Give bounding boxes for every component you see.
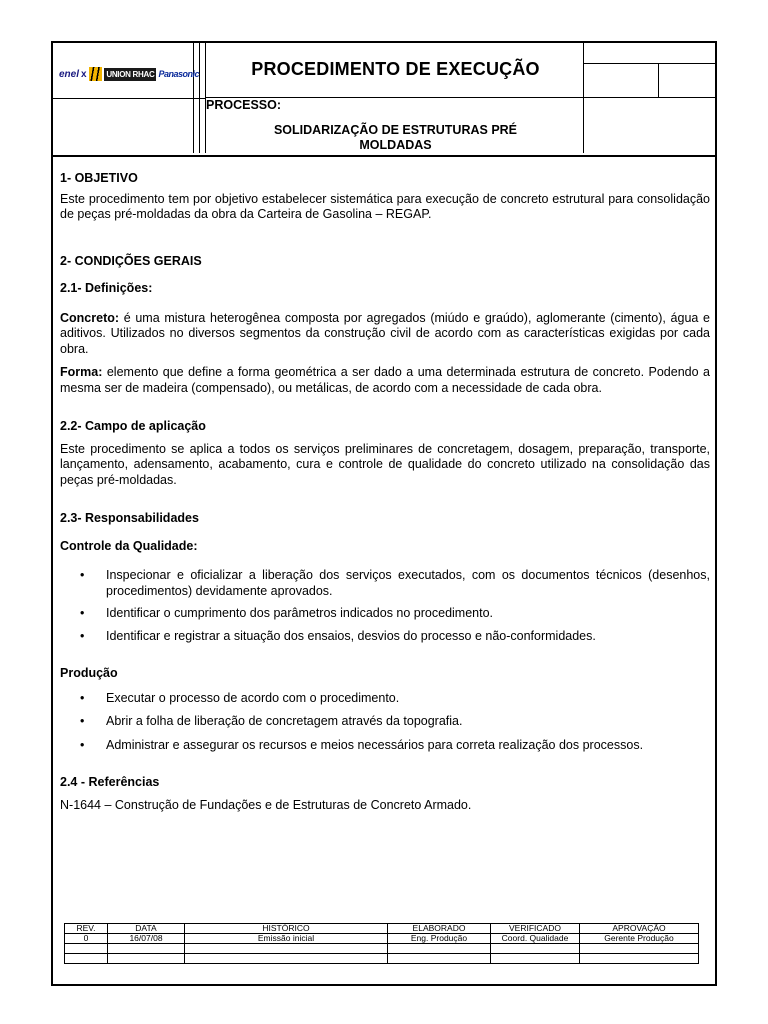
responsabilidades-title: 2.3- Responsabilidades xyxy=(60,511,199,525)
table-header-row: REV. DATA HISTÓRICO ELABORADO VERIFICADO APROVAÇÃO xyxy=(65,924,699,934)
union-rhac-mark-icon xyxy=(89,67,103,81)
list-item: • Identificar o cumprimento dos parâmetros indicados no procedimento. xyxy=(80,606,494,620)
section-condicoes-title: 2- CONDIÇÕES GERAIS xyxy=(60,253,202,268)
document-title: PROCEDIMENTO DE EXECUÇÃO xyxy=(251,59,540,79)
union-rhac-logo: UNION RHAC xyxy=(106,69,155,79)
definicoes-title: 2.1- Definições: xyxy=(60,281,153,295)
panasonic-logo: Panasonic xyxy=(158,69,199,79)
referencias-text: N-1644 – Construção de Fundações e de Estruturas de Concreto Armado. xyxy=(60,797,472,812)
table-row xyxy=(65,954,699,964)
table-row xyxy=(65,944,699,954)
campo-aplicacao-title: 2.2- Campo de aplicação xyxy=(60,419,206,433)
list-item: • Abrir a folha de liberação de concretagem através da topografia. xyxy=(80,714,463,728)
controle-qualidade-list xyxy=(60,568,710,644)
enel-logo: enel xyxy=(59,68,80,80)
list-item: • Administrar e assegurar os recursos e meios necessários para correta realização dos processos. xyxy=(80,737,644,752)
document-frame xyxy=(51,41,717,986)
company-logos xyxy=(59,65,199,83)
controle-qualidade-title: Controle da Qualidade: xyxy=(60,538,198,553)
logo-separator: x xyxy=(81,68,87,80)
process-name: SOLIDARIZAÇÃO DE ESTRUTURAS PRÉ MOLDADAS xyxy=(273,123,518,152)
section-objetivo-title: 1- OBJETIVO xyxy=(60,171,138,185)
list-item: • Identificar e registrar a situação dos ensaios, desvios do processo e não-conformidades. xyxy=(80,628,596,643)
list-item: • Executar o processo de acordo com o procedimento. xyxy=(80,690,400,705)
campo-aplicacao-text: Este procedimento se aplica a todos os serviços preliminares de concretagem, dosagem, preparação, transporte, lançamento, adensamento, acabamento, cura e controle de qualidade do concreto utilizado na consolidação das peças pré-moldadas. xyxy=(60,441,710,487)
list-item: • Inspecionar e oficializar a liberação dos serviços executados, com os documentos técnicos (desenhos, procedimentos) devidamente aprovados. xyxy=(80,568,710,598)
document-header xyxy=(53,43,715,157)
referencias-title: 2.4 - Referências xyxy=(60,775,160,789)
revision-table xyxy=(64,923,699,964)
forma-definition: Forma: elemento que define a forma geométrica a ser dado a uma determinada estrutura de concreto. Podendo a mesma ser de madeira (compensado), ou metálicas, de acordo com a necessidade de cada obra. xyxy=(60,365,710,395)
concreto-definition: Concreto: é uma mistura heterogênea composta por agregados (miúdo e graúdo), aglomerante (cimento), água e aditivos. Utilizados no diversos segmentos da construção civil de acordo com as características exigidas por cada obra. xyxy=(60,310,710,356)
document-body xyxy=(60,171,710,813)
table-row: 0 16/07/08 Emissão inicial Eng. Produção Coord. Qualidade Gerente Produção xyxy=(65,934,699,944)
objetivo-text: Este procedimento tem por objetivo estabelecer sistemática para execução de concreto estrutural para consolidação de peças pré-moldadas da obra da Carteira de Gasolina – REGAP. xyxy=(60,191,710,221)
process-label: PROCESSO: xyxy=(206,98,282,112)
producao-list xyxy=(60,691,710,754)
producao-title: Produção xyxy=(60,666,118,680)
